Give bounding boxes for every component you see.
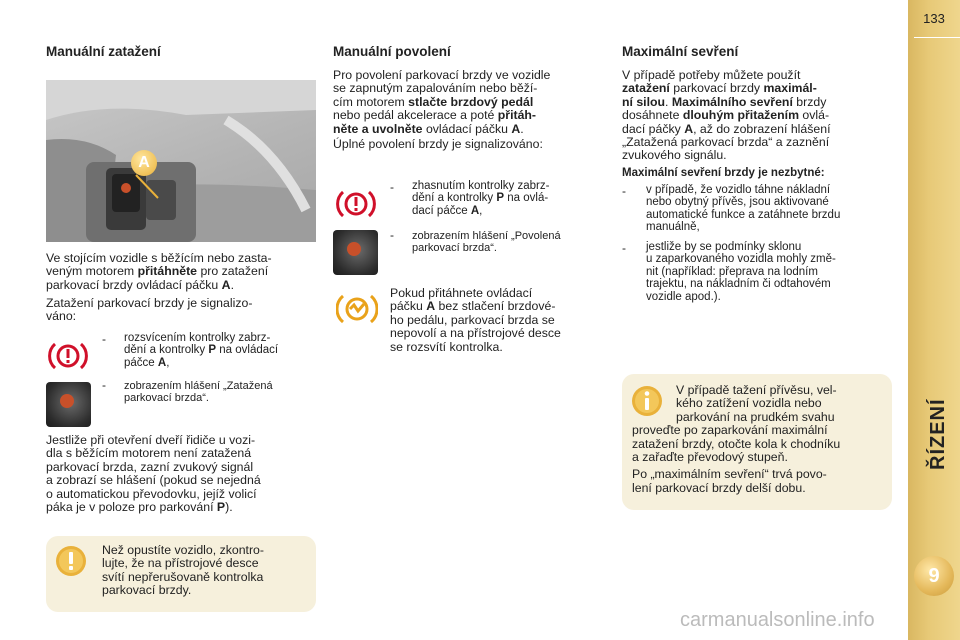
bullet-dash: -: [622, 241, 626, 255]
chapter-number-badge: 9: [914, 556, 954, 596]
heading-manual-apply: Manuální zatažení: [46, 44, 161, 59]
warning-note: Než opustíte vozidlo, zkontro- lujte, že na přístrojové desce svítí nepřerušovaně kontrolka parkovací brzdy.: [46, 536, 316, 612]
col3-bullet2: jestliže by se podmínky sklonu u zaparkovaného vozidla mohly změ- nit (například: přeprava na lodním trajektu, na nákladním či odtahovém vozidle apod.).: [646, 241, 836, 303]
heading-max-grip: Maximální sevření: [622, 44, 739, 59]
col2-paragraph: Pokud přitáhnete ovládací páčku A bez stlačení brzdové- ho pedálu, parkovací brzda se nepovolí a na přístrojové desce se rozsvítí kontrolka.: [390, 286, 561, 354]
bullet-dash: -: [622, 184, 626, 198]
parking-brake-illustration: [46, 80, 316, 242]
col2-full-release: Úplné povolení brzdy je signalizováno:: [333, 137, 543, 151]
col3-intro: V případě potřeby můžete použít zatažení parkovací brzdy maximál- ní silou. Maximálního sevření brzdy dosáhnete dlouhým přitažením ovlá- dací páčky A, až do zobrazení hlášení „Zatažená parkovací brzda“ a zaznění zvukového signálu.: [622, 68, 831, 163]
label-a-badge: A: [131, 150, 157, 176]
bullet-dash: -: [102, 332, 106, 346]
col2-intro: Pro povolení parkovací brzdy ve vozidle se zapnutým zapalováním nebo běží- cím motorem stlačte brzdový pedál nebo pedál akcelerace a poté přitáh- něte a uvolněte ovládací páčku A.: [333, 68, 551, 136]
brake-lamp-icon: [347, 242, 361, 256]
col2-bullet1: zhasnutím kontrolky zabrz- dění a kontrolky P na ovlá- dací páčce A,: [412, 180, 550, 217]
col1-door-paragraph: Jestliže při otevření dveří řidiče u vozi- dla s běžícím motorem není zatažená parkovací brzda, zazní zvukový signál a zobrazí se hlášení (pokud se nejedná o automatickou převodovku, jejíž volicí páka je v poloze pro parkování P).: [46, 433, 261, 515]
brake-warning-icon: [336, 186, 376, 222]
display-thumbnail-applied: [46, 382, 91, 427]
col1-signal-text: Zatažení parkovací brzdy je signalizo- váno:: [46, 296, 253, 324]
col3-bullet1: v případě, že vozidlo táhne nákladní nebo obytný přívěs, jsou aktivované automatické funkce a zatáhnete brzdu manuálně,: [646, 184, 841, 234]
col1-bullet2: zobrazením hlášení „Zatažená parkovací brzda“.: [124, 380, 273, 404]
brake-warning-icon: [48, 338, 88, 374]
page-number: 133: [923, 10, 945, 26]
col1-bullet1: rozsvícením kontrolky zabrz- dění a kontrolky P na ovládací páčce A,: [124, 332, 279, 369]
col2-bullet2: zobrazením hlášení „Povolená parkovací brzda“.: [412, 230, 561, 254]
parking-brake-photo: [46, 80, 316, 242]
brake-fault-icon: [336, 290, 378, 328]
col3-subheading: Maximální sevření brzdy je nezbytné:: [622, 167, 825, 179]
chapter-tab: [908, 0, 960, 640]
bullet-dash: -: [390, 180, 394, 194]
heading-manual-release: Manuální povolení: [333, 44, 451, 59]
info-note: V případě tažení přívěsu, vel- kého zatížení vozidla nebo parkování na prudkém svahu proveďte po zaparkování maximální zatažení brzdy, otočte kola k chodníku a zařaďte převodový stupeň. Po „maximálním sevření“ trvá povo- lení parkovací brzdy delší dobu.: [622, 374, 892, 510]
brake-lamp-icon: [60, 394, 74, 408]
bullet-dash: -: [390, 228, 394, 242]
bullet-dash: -: [102, 378, 106, 392]
chapter-title: ŘÍZENÍ: [927, 398, 949, 470]
tab-divider: [914, 37, 960, 38]
col1-intro: Ve stojícím vozidle s běžícím nebo zasta- veným motorem přitáhněte pro zatažení parkovací brzdy ovládací páčku A.: [46, 251, 272, 292]
display-thumbnail-released: [333, 230, 378, 275]
footer-watermark: carmanualsonline.info: [680, 609, 875, 631]
warning-icon: [54, 544, 88, 578]
